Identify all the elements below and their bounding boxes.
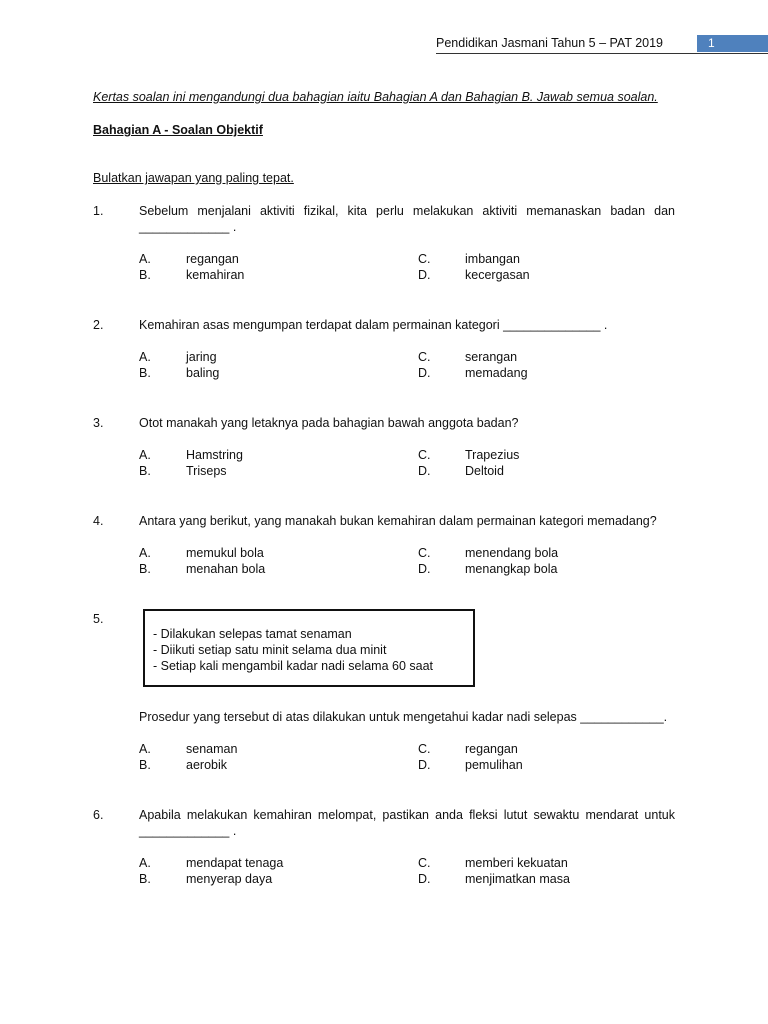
option-letter: D.	[418, 562, 431, 576]
exam-instructions: Kertas soalan ini mengandungi dua bahagian iaitu Bahagian A dan Bahagian B. Jawab semua soalan.	[93, 90, 658, 104]
option-text: Trapezius	[465, 448, 520, 462]
question-text	[139, 807, 675, 839]
option-text: baling	[186, 366, 220, 380]
question-text: Kemahiran asas mengumpan terdapat dalam permainan kategori ______________ .	[139, 318, 608, 332]
option-letter: A.	[139, 448, 151, 462]
option-text: memukul bola	[186, 546, 264, 560]
option-text: serangan	[465, 350, 518, 364]
option-text: menyerap daya	[186, 872, 273, 886]
option-letter: B.	[139, 562, 151, 576]
question-text: Otot manakah yang letaknya pada bahagian bawah anggota badan?	[139, 416, 519, 430]
option-text: menendang bola	[465, 546, 559, 560]
question-line: Sebelum menjalani aktiviti fizikal, kita perlu melakukan aktiviti memanaskan badan dan	[139, 204, 675, 218]
page-number-badge: 1	[697, 35, 768, 52]
option-letter: B.	[139, 872, 151, 886]
option-text: memberi kekuatan	[465, 856, 568, 870]
option-letter: A.	[139, 546, 151, 560]
question-number: 1.	[93, 204, 104, 218]
option-text: menangkap bola	[465, 562, 558, 576]
option-text: kemahiran	[186, 268, 245, 282]
option-text: regangan	[465, 742, 518, 756]
option-text: regangan	[186, 252, 239, 266]
question-line: Apabila melakukan kemahiran melompat, pastikan anda fleksi lutut sewaktu mendarat untuk	[139, 808, 675, 822]
option-letter: C.	[418, 252, 431, 266]
question-number: 5.	[93, 612, 104, 626]
option-text: pemulihan	[465, 758, 523, 772]
option-text: Hamstring	[186, 448, 243, 462]
option-text: mendapat tenaga	[186, 856, 284, 870]
option-text: senaman	[186, 742, 238, 756]
option-letter: B.	[139, 464, 151, 478]
answer-blank: _____________ .	[139, 220, 237, 234]
procedure-line: - Diikuti setiap satu minit selama dua minit	[153, 643, 387, 657]
option-letter: A.	[139, 350, 151, 364]
option-letter: B.	[139, 268, 151, 282]
option-letter: D.	[418, 366, 431, 380]
option-letter: D.	[418, 464, 431, 478]
option-text: aerobik	[186, 758, 227, 772]
question-text	[139, 203, 675, 235]
option-letter: A.	[139, 252, 151, 266]
option-text: Triseps	[186, 464, 227, 478]
option-letter: D.	[418, 758, 431, 772]
procedure-box	[143, 609, 475, 687]
option-text: Deltoid	[465, 464, 504, 478]
question-text: Antara yang berikut, yang manakah bukan kemahiran dalam permainan kategori memadang?	[139, 514, 657, 528]
option-text: menahan bola	[186, 562, 266, 576]
answer-instruction: Bulatkan jawapan yang paling tepat.	[93, 171, 294, 185]
question-number: 6.	[93, 808, 104, 822]
option-letter: B.	[139, 366, 151, 380]
procedure-line: - Dilakukan selepas tamat senaman	[153, 627, 352, 641]
option-letter: A.	[139, 856, 151, 870]
option-letter: C.	[418, 856, 431, 870]
option-letter: A.	[139, 742, 151, 756]
section-title: Bahagian A - Soalan Objektif	[93, 123, 263, 137]
option-letter: D.	[418, 268, 431, 282]
header-title: Pendidikan Jasmani Tahun 5 – PAT 2019	[436, 36, 664, 50]
option-letter: B.	[139, 758, 151, 772]
option-text: kecergasan	[465, 268, 530, 282]
answer-blank: _____________ .	[139, 824, 237, 838]
option-letter: C.	[418, 546, 431, 560]
option-text: memadang	[465, 366, 528, 380]
question-number: 3.	[93, 416, 104, 430]
option-text: imbangan	[465, 252, 520, 266]
question-text: Prosedur yang tersebut di atas dilakukan untuk mengetahui kadar nadi selepas ____________.	[139, 710, 668, 724]
header-divider	[436, 53, 768, 54]
option-text: menjimatkan masa	[465, 872, 570, 886]
option-letter: C.	[418, 350, 431, 364]
question-number: 4.	[93, 514, 104, 528]
option-text: jaring	[186, 350, 217, 364]
option-letter: D.	[418, 872, 431, 886]
option-letter: C.	[418, 448, 431, 462]
option-letter: C.	[418, 742, 431, 756]
procedure-line: - Setiap kali mengambil kadar nadi selama 60 saat	[153, 659, 434, 673]
question-number: 2.	[93, 318, 104, 332]
